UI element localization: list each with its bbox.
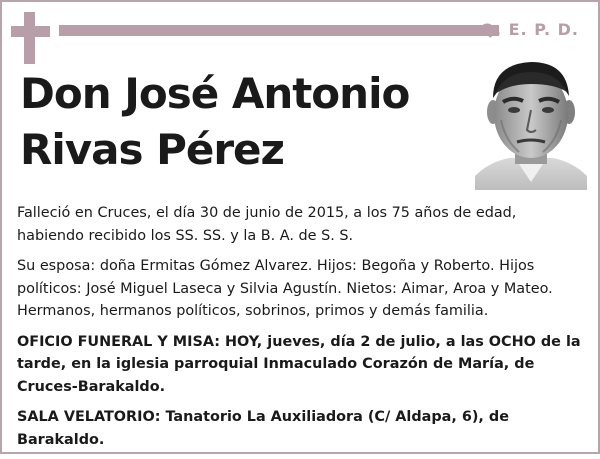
- header-bar: [59, 25, 499, 36]
- death-notice-paragraph: Falleció en Cruces, el día 30 de junio de 2015, a los 75 años de edad, habiendo recibido los SS. SS. y la B. A. de S. S.: [17, 205, 517, 244]
- deceased-name-line-2: Rivas Pérez: [20, 125, 284, 174]
- wake-paragraph: SALA VELATORIO: Tanatorio La Auxiliadora (C/ Aldapa, 6), de Barakaldo.: [17, 409, 509, 448]
- family-paragraph: Su esposa: doña Ermitas Gómez Alvarez. Hijos: Begoña y Roberto. Hijos políticos: José Miguel Laseca y Silvia Agustín. Nietos: Aimar, Aroa y Mateo. Hermanos, hermanos políticos, sobrinos, primos y demás familia.: [17, 258, 553, 319]
- deceased-name-line-1: Don José Antonio: [20, 69, 410, 118]
- cross-icon: [11, 12, 53, 64]
- deceased-name: [20, 66, 460, 178]
- qepd-label: Q. E. P. D.: [480, 20, 579, 39]
- funeral-paragraph: OFICIO FUNERAL Y MISA: HOY, jueves, día 2 de julio, a las OCHO de la tarde, en la iglesia parroquial Inmaculado Corazón de María, de Cruces-Barakaldo.: [17, 333, 581, 395]
- deceased-photo: [475, 58, 587, 190]
- obituary-text: [17, 202, 583, 459]
